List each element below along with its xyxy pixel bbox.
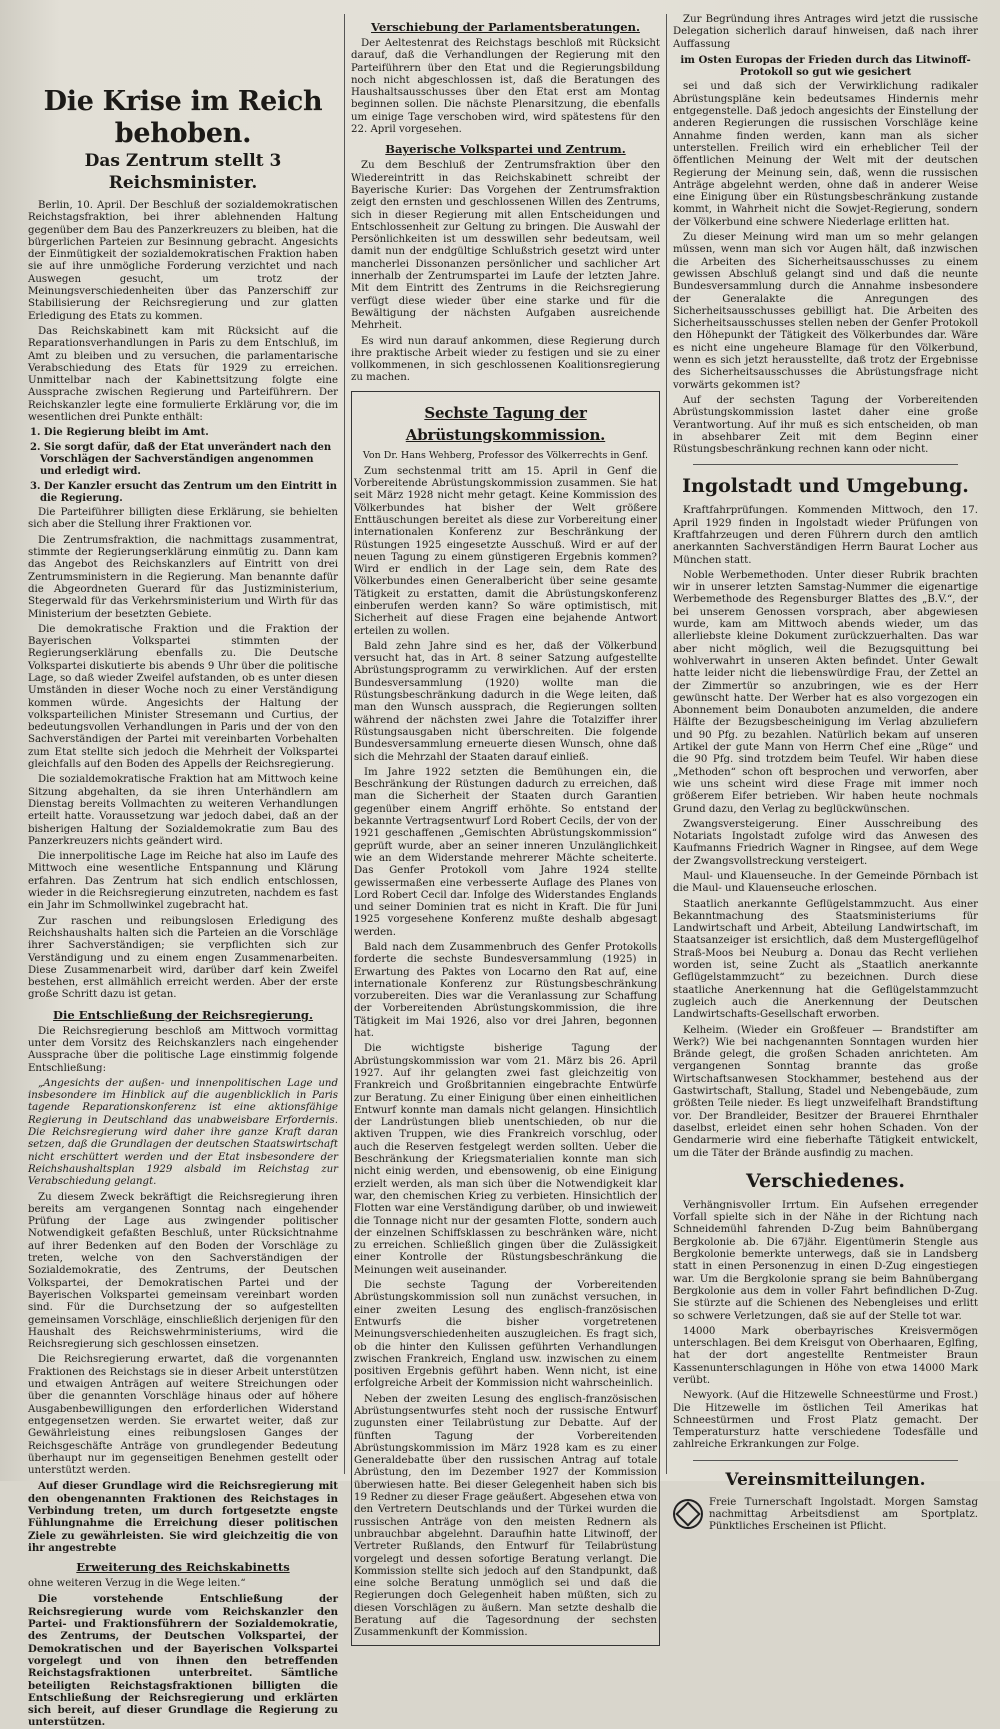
section-headline: Vereinsmitteilungen.: [725, 1469, 926, 1490]
main-subheadline: Das Zentrum stellt 3 Reichsminister.: [84, 151, 282, 193]
news-item: Freie Turnerschaft Ingolstadt. Morgen Samstag nachmittag Arbeitsdienst am Sportplatz. Pünktliches Erscheinen ist Pflicht.: [709, 1496, 978, 1533]
column-3: [666, 14, 984, 1533]
paragraph: Die Reichsregierung erwartet, daß die vorgenannten Fraktionen des Reichstags sie in dieser Arbeit unterstützen und etwaigen Anträgen auf weitere Streichungen oder über die genannten Vorschläge hinaus oder auf höhere Ausgabenbewilligungen den erforderlichen Widerstand entgegensetzen werden. Sie erwartet weiter, daß zur Gewährleistung eines reibungslosen Ganges der Reichsgeschäfte Anträge von grundlegender Bedeutung überhaupt nur im gegenseitigen Benehmen gestellt oder unterstützt werden.: [28, 1354, 338, 1477]
section-title: Verschiebung der Parlamentsberatungen.: [371, 20, 640, 34]
section-headline: Ingolstadt und Umgebung.: [682, 475, 969, 498]
paragraph: Zur Begründung ihres Antrages wird jetzt die russische Delegation sicherlich darauf hinweisen, daß nach ihrer Auffassung: [673, 14, 978, 50]
paragraph: Es wird nun darauf ankommen, diese Regierung durch ihre praktische Arbeit wieder zu festigen und sie zu einer vollkommenen, in sich geschlossenen Koalitionsregierung zu machen.: [351, 335, 660, 384]
news-item: Noble Werbemethoden. Unter dieser Rubrik brachten wir in unserer letzten Samstag-Nummer die eigenartige Werbemethode des Regensburger Blattes des „B.V.“, der bei unserem Genossen vorsprach, aber abgewiesen wurde, kam am Mittwoch abends wieder, um das allerliebste kleine Dokument zurückzuerhalten. Das war aber nicht möglich, weil die Bezugsquittung bei wohlverwahrt in unseren Akten befindet. Unter Gewalt hatte leider nicht die liebenswürdige Frau, der Zettel an der Zimmertür so anzubringen, wie es der Herr gewünscht hatte. Der Werber hat es also vorgezogen ein Abonnement beim Donauboten anzumelden, die andere Hälfte der Bezugsbescheinigung im Verlag abzuliefern und 90 Pfg. zu bezahlen. Natürlich bekam auf unseren Artikel der gute Mann von Herrn Chef eine „Rüge“ und die 90 Pfg. sind trotzdem beim Teufel. Wir haben diese „Methoden“ schon oft besprochen und verworfen, aber wie uns scheint wird diese Frage mit immer noch größerem Eifer betrieben. Wir haben heute nochmals Grund dazu, den Verlag zu beglückwünschen.: [673, 569, 978, 815]
paragraph: Die sozialdemokratische Fraktion hat am Mittwoch keine Sitzung abgehalten, da sie ihren Unterhändlern am Dienstag bereits Vollmachten zu weiteren Verhandlungen erteilt hatte. Voraussetzung war jedoch dabei, daß an der bisherigen Haltung der Sozialdemokratie zum Bau des Panzerkreuzers nichts geändert wird.: [28, 774, 338, 847]
section-headline: Verschiedenes.: [745, 1169, 906, 1192]
paragraph: Zu diesem Zweck bekräftigt die Reichsregierung ihren bereits am vergangenen Sonntag nach eingehender Prüfung der Lage aus zwingender politischer Notwendigkeit gefaßten Beschluß, unter Rücksichtnahme auf ihrer Bedenken auf den Boden der Vorschläge zu treten, welche von den Sachverständigen der Sozialdemokratie, des Zentrums, der Deutschen Volkspartei, der Demokratischen Partei und der Bayerischen Volkspartei gemeinsam vereinbart worden sind. Für die Durchsetzung der so aufgestellten gemeinsamen Vorschläge, einschließlich derjenigen für den Haushalt des Reichswehrministeriums, wird die Reichsregierung sich geschlossen einsetzen.: [28, 1191, 338, 1351]
news-item: Staatlich anerkannte Geflügelstammzucht. Aus einer Bekanntmachung des Staatsministeriums für Landwirtschaft und Arbeit, Abteilung Landwirtschaft, im Staatsanzeiger ist ersichtlich, daß dem Mustergeflügelhof Straß-Moos bei Neuburg a. Donau das Recht verliehen worden ist, seine Zucht als „Staatlich anerkannte Geflügelstammzucht“ zu bezeichnen. Durch diese staatliche Anerkennung hat die Geflügelstammzucht zugleich auch die Anerkennung der Deutschen Landwirtschafts-Gesellschaft erworben.: [673, 898, 978, 1021]
list-item: 1. Die Regierung bleibt im Amt.: [30, 427, 209, 439]
club-emblem-icon: [673, 1499, 703, 1529]
paragraph: Bald nach dem Zusammenbruch des Genfer Protokolls forderte die sechste Bundesversammlung (1925) in Erwartung des Paktes von Locarno den Rat auf, eine internationale Konferenz zur Rüstungsbeschränkung vorzubereiten. Dies war die Veranlassung zur Schaffung der Vorbereitenden Abrüstungskommission, die ihre Tätigkeit im Mai 1926, also vor drei Jahren, begonnen hat.: [354, 942, 657, 1040]
paragraph: Der Aeltestenrat des Reichstags beschloß mit Rücksicht darauf, daß die Verhandlungen der Regierung mit den Parteiführern über den Etat und die Regierungsbildung noch nicht abgeschlossen ist, daß die Beratungen des Haushaltsausschusses über den Etat erst am Montag beginnen sollen. Die nächste Plenarsitzung, die ebenfalls um einige Tage verschoben wird, wird spätestens für den 22. April vorgesehen.: [351, 38, 660, 136]
byline: Von Dr. Hans Wehberg, Professor des Völkerrechts in Genf.: [362, 449, 649, 461]
section-title: Die Entschließung der Reichsregierung.: [53, 1007, 313, 1022]
paragraph: ohne weiteren Verzug in die Wege leiten.“: [28, 1578, 246, 1590]
article-headline: Sechste Tagung der Abrüstungskommission.: [405, 403, 606, 444]
column-1: [22, 14, 344, 1729]
paragraph: Die innerpolitische Lage im Reiche hat also im Laufe des Mittwoch eine wesentliche Entspannung und Klärung erfahren. Das Zentrum hat sich endlich entschlossen, wieder in die Reichsregierung einzutreten, nachdem es fast ein Jahr im Schmollwinkel zugebracht hat.: [28, 851, 338, 912]
paragraph: Die demokratische Fraktion und die Fraktion der Bayerischen Volkspartei stimmten der Regierungserklärung ebenfalls zu. Die Deutsche Volkspartei diskutierte bis abends 9 Uhr über die politische Lage, so daß wieder Zweifel aufstanden, ob es unter diesen Umständen in dieser Woche noch zu einer Verständigung kommen würde. Angesichts der Haltung der volksparteilichen Minister Stresemann und Curtius, der bedeutungsvollen Verhandlungen in Paris und der von den Sachverständigen der Partei mit vereinbarten Vorbehalten zum Etat stellte sich jedoch die Mehrheit der Volkspartei gleichfalls auf den Boden des Appells der Reichsregierung.: [28, 623, 338, 771]
paragraph: Zur raschen und reibungslosen Erledigung des Reichshaushalts halten sich die Parteien an die Vorschläge ihrer Sachverständigen; sie verpflichten sich zur Verständigung und zu einem engen Zusammenarbeiten. Diese Zusammenarbeit wird, darüber darf kein Zweifel bestehen, erst allmählich erreicht werden. Aber der erste große Schritt dazu ist getan.: [28, 915, 338, 1001]
section-title: Bayerische Volkspartei und Zentrum.: [385, 142, 626, 157]
paragraph: Bald zehn Jahre sind es her, daß der Völkerbund versucht hat, das in Art. 8 seiner Satzung aufgestellte Abrüstungsprogramm zu verwirklichen. Auf der ersten Bundesversammlung (1920) wollte man die Rüstungsbeschränkung dadurch in die Wege leiten, daß man den Wunsch aussprach, die Regierungen sollten während der nächsten zwei Jahre die Totalziffer ihrer Rüstungsausgaben nicht überschreiten. Die folgende Bundesversammlung erneuerte diesen Wunsch, ohne daß sich die Mehrzahl der Staaten darauf einließ.: [354, 640, 657, 763]
list-item: 3. Der Kanzler ersucht das Zentrum um den Eintritt in die Regierung.: [30, 480, 338, 504]
paragraph: Auf dieser Grundlage wird die Reichsregierung mit den obengenannten Fraktionen des Reichstages in Verbindung treten, um durch fortgesetzte engste Fühlungnahme die Erreichung dieser politischen Ziele zu gewährleisten. Sie wird gleichzeitig die von ihr angestrebte: [28, 1480, 338, 1554]
news-item: Kraftfahrprüfungen. Kommenden Mittwoch, den 17. April 1929 finden in Ingolstadt wieder Prüfungen von Kraftfahrzeugen und deren Führern durch den amtlich anerkannten Sachverständigen Herrn Baurat Locher aus München statt.: [673, 505, 978, 566]
club-notice: [673, 1497, 978, 1534]
paragraph: Zu dem Beschluß der Zentrumsfraktion über den Wiedereintritt in das Reichskabinett schreibt der Bayerische Kurier: Das Vorgehen der Zentrumsfraktion zeigt den ernsten und geschlossenen Willen des Zentrums, sich in dieser Regierung mit allen Entscheidungen und Entschlossenheit zur Geltung zu bringen. Die Auswahl der Persönlichkeiten ist um desswillen sehr bedeutsam, weil damit nun der endgültige Schlußstrich gesetzt wird unter mancherlei Dissonanzen persönlicher und sachlicher Art innerhalb der Zentrumspartei im Laufe der letzten Jahre. Mit dem Eintritt des Zentrums in die Reichsregierung verfügt diese wieder über eine starke und für die Bewältigung der nächsten Aufgaben ausreichende Mehrheit.: [351, 160, 660, 332]
paragraph: Im Jahre 1922 setzten die Bemühungen ein, die Beschränkung der Rüstungen dadurch zu erreichen, daß man die Sicherheit der Staaten durch Garantien gegenüber einem Angriff erhöhte. So entstand der bekannte Vertragsentwurf Lord Robert Cecils, der von der 1921 geschaffenen „Gemischten Abrüstungskommission“ geprüft wurde, aber an seiner inneren Unzulänglichkeit wie an dem Widerstande mehrerer Mächte scheiterte. Das Genfer Protokoll vom Jahre 1924 stellte gewissermaßen eine verbesserte Auflage des Planes von Lord Robert Cecil dar. Infolge des Widerstandes Englands und seiner Dominien trat es nicht in Kraft. Die für Juni 1925 vorgesehene Konferenz mußte deshalb abgesagt werden.: [354, 766, 657, 938]
paragraph: sei und daß sich der Verwirklichung radikaler Abrüstungspläne kein bedeutsames Hindernis mehr entgegenstelle. Daß jedoch angesichts der Einstellung der anderen Regierungen die russischen Vorschläge keine Annahme finden werden, kann man als sicher unterstellen. Freilich wird ein erheblicher Teil der öffentlichen Meinung der Welt mit der deutschen Regierung der Meinung sein, daß, wenn die russischen Anträge abgelehnt werden, ohne daß in anderer Weise eine Einigung über ein Rüstungsbeschränkung zustande kommt, in Wahrheit nicht die Sowjet-Regierung, sondern der Völkerbund eine schwere Niederlage erlitten hat.: [673, 81, 978, 228]
paragraph: Die Zentrumsfraktion, die nachmittags zusammentrat, stimmte der Regierungserklärung einmütig zu. Dann kam das Angebot des Reichskanzlers auf Eintritt von drei Zentrumsministern in die Regierung. Man benannte dafür die Abgeordneten Guerard für das Justizministerium, Stegerwald für das Verkehrsministerium und Wirth für das Ministerium der besetzten Gebiete.: [28, 534, 338, 620]
paragraph: Die vorstehende Entschließung der Reichsregierung wurde vom Reichskanzler den Partei- und Fraktionsführern der Sozialdemokratie, des Zentrums, der Deutschen Volkspartei, der Demokratischen und der Bayerischen Volkspartei vorgelegt und von ihnen den betreffenden Reichstagsfraktionen unterbreitet. Sämtliche beteiligten Reichstagsfraktionen billigten die Entschließung der Reichsregierung und erklärten sich bereit, auf dieser Grundlage die Regierung zu unterstützen.: [28, 1593, 338, 1729]
paragraph: Auf der sechsten Tagung der Vorbereitenden Abrüstungskommission lastet daher eine große Verantwortung. Auf ihr muß es sich entscheiden, ob man in absehbarer Zeit mit dem Beginn einer Rüstungsbeschränkung rechnen kann oder nicht.: [673, 394, 978, 456]
paragraph: Die Parteiführer billigten diese Erklärung, sie behielten sich aber die Stellung ihrer Fraktionen vor.: [28, 507, 338, 531]
paragraph: Die sechste Tagung der Vorbereitenden Abrüstungskommission soll nun zunächst versuchen, in einer zweiten Lesung des englisch-französischen Entwurfs die bisher vorgetretenen Meinungsverschiedenheiten auszugleichen. Es fragt sich, ob die hinter den Kulissen geführten Verhandlungen zwischen Frankreich, England usw. inzwischen zu einem positiven Ergebnis geführt haben. Wenn nicht, ist eine erfolgreiche Arbeit der Kommission nicht wahrscheinlich.: [354, 1280, 657, 1390]
quote-paragraph: „Angesichts der außen- und innenpolitischen Lage und insbesondere im Hinblick auf die augenblicklich in Paris tagende Reparationskonferenz ist eine aktionsfähige Regierung in Deutschland das unabweisbare Erfordernis. Die Reichsregierung wird daher ihre ganze Kraft daran setzen, daß die Grundlagen der deutschen Staatswirtschaft nicht erschüttert werden und der Etat insbesondere der Reichshaushaltsplan 1929 alsbald im Reichstag zur Verabschiedung gelangt.: [28, 1077, 338, 1188]
paragraph: Neben der zweiten Lesung des englisch-französischen Abrüstungsentwurfes steht noch der russische Entwurf zugunsten einer Teilabrüstung zur Debatte. Auf der fünften Tagung der Vorbereitenden Abrüstungskommission im März 1928 kam es zu einer Generaldebatte über den russischen Antrag auf totale Abrüstung, den im Dezember 1927 der Kommission überwiesen hatte. Bei dieser Gelegenheit haben sich bis 19 Redner zu dieser Frage geäußert. Abgesehen etwa von den Vertretern Deutschlands und der Türkei wurden die russischen Anträge von den meisten Rednern als unbrauchbar abgelehnt. Daraufhin hatte Litwinoff, der Vertreter Rußlands, den Entwurf für Teilabrüstung vorgelegt und dessen sofortige Beratung verlangt. Die Kommission stellte sich jedoch auf den Standpunkt, daß eine solche Beratung unmöglich sei und daß die Regierungen doch Gelegenheit haben müßten, sich zu diesen Vorschlägen zu äußern. Man setzte deshalb die Beratung auf die Tagesordnung der sechsten Zusammenkunft der Kommission.: [354, 1393, 657, 1639]
paragraph: Berlin, 10. April. Der Beschluß der sozialdemokratischen Reichstagsfraktion, bei ihrer ablehnenden Haltung gegenüber dem Bau des Panzerkreuzers zu bleiben, hat die bürgerlichen Parteien zur Besinnung gebracht. Angesichts der Einmütigkeit der sozialdemokratischen Fraktion haben sie auf ihre unmögliche Forderung verzichtet und nach Auswegen gesucht, um trotz der Meinungsverschiedenheiten über das Panzerschiff zur Stabilisierung der Reichsregierung und zur glatten Erledigung des Etats zu kommen.: [28, 200, 338, 322]
news-item: Verhängnisvoller Irrtum. Ein Aufsehen erregender Vorfall spielte sich in der Nähe in der Richtung nach Schneidemühl fahrenden D-Zug beim Bahnübergang Bergkolonie ab. Die 67jähr. Eigentümerin Stengle aus Bergkolonie bemerkte unterwegs, daß sie in Landsberg statt in einen Personenzug in einen D-Zug eingestiegen war. Um die Bergkolonie sprang sie beim Bahnübergang Bergkolonie aus dem in voller Fahrt befindlichen D-Zug. Sie stürzte auf die Schienen des Nebengleises und erlitt so schwere Verletzungen, daß sie auf der Stelle tot war.: [673, 1199, 978, 1322]
paragraph: Zum sechstenmal tritt am 15. April in Genf die Vorbereitende Abrüstungskommission zusammen. Sie hat seit März 1928 nicht mehr getagt. Keine Kommission des Völkerbundes hat bisher der Welt größere Enttäuschungen bereitet als diese zur Vorbereitung einer internationalen Konferenz zur Beschränkung der Rüstungen 1925 eingesetzte Ausschuß. Wird er auf der neuen Tagung zu einem günstigeren Ergebnis kommen? Wird er endlich in der Lage sein, dem Rate des Völkerbundes einen Generalbericht über seine gesamte Tätigkeit zu erstatten, damit die Abrüstungskonferenz einberufen werden kann? So wäre optimistisch, mit Sicherheit auf diese Fragen eine bejahende Antwort erteilen zu wollen.: [354, 465, 657, 637]
article-frame: [351, 391, 660, 1646]
divider: [693, 1460, 958, 1461]
paragraph: Die wichtigste bisherige Tagung der Abrüstungskommission war vom 21. März bis 26. April 1927. Auf ihr gelangten zwei fast gleichzeitig von Frankreich und Großbritannien eingebrachte Entwürfe zur Beratung. Zu einer Einigung über einen einheitlichen Entwurf konnte man damals nicht gelangen. Hinsichtlich der Landrüstungen blieb unentschieden, ob nur die aktiven Truppen, wie dies Frankreich vorschlug, oder auch die Reserven festgelegt werden sollten. Ueber die Beschränkung der Kriegsmaterialien konnte man sich nicht einig werden, und ebensowenig, ob eine Einigung erzielt werden, als man sich über die Notwendigkeit klar war, den chemischen Krieg zu verbieten. Hinsichtlich der Flotten war eine Verständigung darüber, ob und inwieweit die Tonnage nicht nur der gesamten Flotte, sondern auch der einzelnen Schiffsklassen zu beschränken wäre, nicht zu erreichen. Schließlich gingen über die Zulässigkeit einer Kontrolle der Rüstungsbeschränkung die Meinungen weit auseinander.: [354, 1043, 657, 1276]
main-headline: Die Krise im Reich behoben.: [43, 86, 323, 149]
news-item: Maul- und Klauenseuche. In der Gemeinde Pörnbach ist die Maul- und Klauenseuche erloschen.: [673, 871, 978, 895]
sub-title: Erweiterung des Reichskabinetts: [76, 1560, 290, 1575]
highlight-line: im Osten Europas der Frieden durch das Litwinoff-Protokoll so gut wie gesichert: [680, 53, 971, 79]
paragraph: Das Reichskabinett kam mit Rücksicht auf die Reparationsverhandlungen in Paris zu dem Entschluß, im Amt zu bleiben und zu versuchen, die parlamentarische Verabschiedung des Etats für 1929 zu erreichen. Unmittelbar nach der Kabinettsitzung folgte eine Aussprache zwischen Regierung und Parteiführern. Der Reichskanzler legte eine formulierte Erklärung vor, die im wesentlichen drei Punkte enthält:: [28, 325, 338, 424]
column-layout: [22, 14, 990, 1729]
column-2: [344, 14, 666, 1639]
news-item: Zwangsversteigerung. Einer Ausschreibung des Notariats Ingolstadt zufolge wird das Anwesen des Kaufmanns Friedrich Wagner in Ringsee, auf dem Wege der Zwangsvollstreckung versteigert.: [673, 818, 978, 867]
divider: [693, 464, 958, 465]
paragraph: Zu dieser Meinung wird man um so mehr gelangen müssen, wenn man sich vor Augen hält, daß inzwischen die Arbeiten des Sicherheitsausschusses zu einem gewissen Abschluß gelangt sind und daß die neunte Bundesversammlung durch die Annahme insbesondere der Generalakte die Anregungen des Sicherheitsausschusses gebilligt hat. Die Arbeiten des Sicherheitsausschusses stellen neben der Genfer Protokoll den Höhepunkt der Tätigkeit des Völkerbundes dar. Wäre es nicht eine ungeheure Blamage für den Völkerbund, wenn es sich jetzt herausstellte, daß trotz der Ergebnisse des Sicherheitsausschusses die Abrüstungsfrage nicht vorwärts gekommen ist?: [673, 232, 978, 391]
paragraph: Die Reichsregierung beschloß am Mittwoch vormittag unter dem Vorsitz des Reichskanzlers nach eingehender Aussprache über die politische Lage einstimmig folgende Entschließung:: [28, 1025, 338, 1074]
news-item: Newyork. (Auf die Hitzewelle Schneestürme und Frost.) Die Hitzewelle im östlichen Teil Amerikas hat Schneestürmen und Frost Platz gemacht. Der Temperatursturz hatte verschiedene Todesfälle und zahlreiche Erkrankungen zur Folge.: [673, 1390, 978, 1451]
news-item: Kelheim. (Wieder ein Großfeuer — Brandstifter am Werk?) Wie bei nachgenannten Sonntagen wurden hier Brände gelegt, die großen Schaden anrichteten. Am vergangenen Sonntag brannte das große Wirtschaftsanwesen Stockhammer, bestehend aus der Gastwirtschaft, Stallung, Stadel und Nebengebäude, zum größten Teile nieder. Es liegt unzweifelhaft Brandstiftung vor. Der Brandleider, Besitzer der Brauerei Ehrnthaler daselbst, erleidet einen sehr hohen Schaden. Von der Gendarmerie wird eine fieberhafte Tätigkeit entwickelt, um die Täter der Brände ausfindig zu machen.: [673, 1024, 978, 1159]
list-item: 2. Sie sorgt dafür, daß der Etat unverändert nach den Vorschlägen der Sachverständigen angenommen und erledigt wird.: [30, 441, 332, 478]
news-item: 14000 Mark oberbayrisches Kreisvermögen unterschlagen. Bei dem Kreisgut von Oberhaaren, Eglfing, hat der dort angestellte Rentmeister Braun Kassenunterschlagungen in Höhe von etwa 14000 Mark verübt.: [673, 1325, 978, 1386]
